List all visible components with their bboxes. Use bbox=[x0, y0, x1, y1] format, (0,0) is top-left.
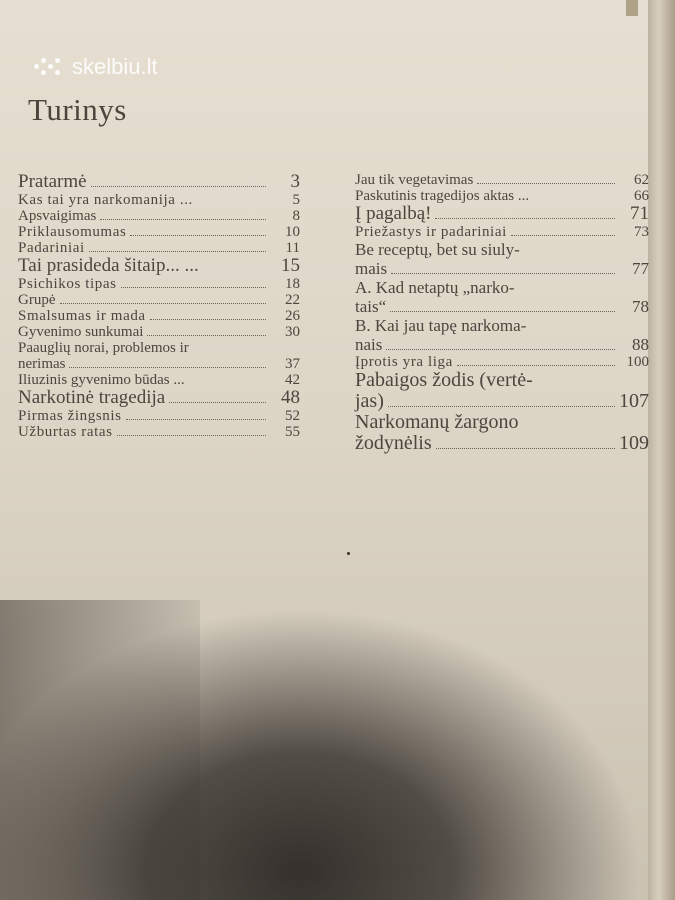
toc-entry-title: A. Kad netaptų „narko- bbox=[355, 278, 515, 297]
toc-entry bbox=[355, 240, 649, 278]
toc-entry-title-cont: jas) bbox=[355, 390, 384, 412]
toc-page-number: 48 bbox=[281, 387, 300, 408]
dot-leader bbox=[100, 219, 266, 220]
toc-entry-title-cont: nais bbox=[355, 335, 383, 354]
toc-entry-title: Pirmas žingsnis bbox=[18, 408, 122, 424]
dot-leader bbox=[121, 287, 266, 288]
toc-entry bbox=[18, 276, 300, 292]
toc-entry-title: Paauglių norai, problemos ir bbox=[18, 340, 189, 356]
toc-entry bbox=[18, 424, 300, 440]
toc-entry bbox=[18, 292, 300, 308]
toc-entry bbox=[18, 340, 300, 372]
toc-page-number: 78 bbox=[632, 297, 649, 316]
toc-entry bbox=[18, 224, 300, 240]
toc-page-number: 42 bbox=[285, 372, 300, 388]
toc-entry-title: Gyvenimo sunkumai bbox=[18, 324, 144, 340]
ink-speck bbox=[347, 552, 350, 555]
toc-page-number: 8 bbox=[292, 208, 300, 224]
toc-entry bbox=[355, 188, 649, 204]
dot-leader bbox=[69, 367, 266, 368]
toc-entry-title: Apsvaigimas bbox=[18, 208, 97, 224]
toc-entry-title: Smalsumas ir mada bbox=[18, 308, 146, 324]
toc-entry-title: B. Kai jau tapę narkoma- bbox=[355, 316, 527, 335]
dot-leader bbox=[60, 303, 267, 304]
dot-leader bbox=[390, 311, 615, 312]
toc-entry-title: Įprotis yra liga bbox=[355, 354, 453, 370]
corner-mark bbox=[626, 0, 638, 16]
phone-shadow bbox=[0, 590, 660, 900]
toc-entry bbox=[18, 192, 300, 208]
dot-leader bbox=[386, 349, 615, 350]
page-title: Turinys bbox=[28, 92, 127, 127]
toc-entry-title: Paskutinis tragedijos aktas ... bbox=[355, 188, 530, 204]
toc-entry-title: Kas tai yra narkomanija ... bbox=[18, 192, 193, 208]
dot-leader bbox=[477, 183, 615, 184]
toc-page-number: 30 bbox=[285, 324, 300, 340]
toc-entry bbox=[355, 224, 649, 240]
toc-page-number: 18 bbox=[285, 276, 300, 292]
toc-entry bbox=[355, 204, 649, 224]
dot-leader bbox=[388, 406, 615, 407]
toc-entry bbox=[18, 388, 300, 408]
toc-entry bbox=[18, 372, 300, 388]
toc-entry bbox=[18, 408, 300, 424]
toc-entry bbox=[355, 278, 649, 316]
toc-page-number: 3 bbox=[290, 171, 300, 192]
dots-logo-icon bbox=[34, 56, 64, 78]
toc-entry bbox=[18, 324, 300, 340]
toc-entry-title: Į pagalbą! bbox=[355, 203, 432, 224]
toc-entry bbox=[18, 172, 300, 192]
toc-entry-title: Iliuzinis gyvenimo būdas ... bbox=[18, 372, 185, 388]
toc-entry-title: Užburtas ratas bbox=[18, 424, 113, 440]
toc-left-column bbox=[18, 172, 300, 440]
dot-leader bbox=[435, 218, 615, 219]
toc-entry-title-cont: tais“ bbox=[355, 297, 387, 316]
toc-entry bbox=[355, 172, 649, 188]
toc-page-number: 5 bbox=[292, 192, 300, 208]
toc-entry bbox=[18, 208, 300, 224]
dot-leader bbox=[130, 235, 266, 236]
toc-entry-title: Narkotinė tragedija bbox=[18, 387, 166, 408]
toc-page-number: 77 bbox=[632, 259, 649, 278]
toc-entry bbox=[18, 256, 300, 276]
toc-entry-title: Be receptų, bet su siuly- bbox=[355, 240, 520, 259]
toc-entry bbox=[355, 316, 649, 354]
dot-leader bbox=[150, 319, 266, 320]
toc-entry-title: Jau tik vegetavimas bbox=[355, 172, 474, 188]
toc-entry-title: Pabaigos žodis (vertė- bbox=[355, 369, 533, 391]
toc-entry-title: Tai prasideda šitaip... ... bbox=[18, 255, 199, 276]
toc-entry-title: Padariniai bbox=[18, 240, 85, 256]
toc-page-number: 107 bbox=[619, 390, 649, 412]
dot-leader bbox=[391, 273, 615, 274]
dot-leader bbox=[457, 365, 615, 366]
watermark-text: skelbiu.lt bbox=[72, 54, 158, 79]
toc-entry bbox=[355, 370, 649, 412]
toc-page-number: 55 bbox=[285, 424, 300, 440]
toc-entry-title: Priežastys ir padariniai bbox=[355, 224, 507, 240]
toc-page-number: 37 bbox=[285, 356, 300, 372]
dot-leader bbox=[436, 448, 615, 449]
dot-leader bbox=[147, 335, 266, 336]
toc-page-number: 11 bbox=[285, 240, 300, 256]
toc-entry-title-cont: žodynėlis bbox=[355, 432, 432, 454]
toc-page-number: 22 bbox=[285, 292, 300, 308]
toc-page-number: 66 bbox=[634, 188, 649, 204]
toc-page-number: 10 bbox=[285, 224, 300, 240]
toc-entry-title-cont: mais bbox=[355, 259, 388, 278]
toc-right-column bbox=[355, 172, 649, 454]
toc-entry bbox=[18, 308, 300, 324]
dot-leader bbox=[126, 419, 266, 420]
dot-leader bbox=[89, 251, 266, 252]
toc-page-number: 88 bbox=[632, 335, 649, 354]
toc-page-number: 73 bbox=[634, 224, 649, 240]
toc-entry-title: Grupė bbox=[18, 292, 56, 308]
dot-leader bbox=[511, 235, 615, 236]
toc-entry-title: Priklausomumas bbox=[18, 224, 127, 240]
dot-leader bbox=[169, 402, 266, 403]
toc-page-number: 109 bbox=[619, 432, 649, 454]
toc-page-number: 100 bbox=[626, 354, 649, 370]
toc-page-number: 15 bbox=[281, 255, 300, 276]
toc-entry bbox=[355, 412, 649, 454]
watermark bbox=[34, 54, 158, 80]
toc-entry-title: Narkomanų žargono bbox=[355, 411, 519, 433]
dot-leader bbox=[91, 186, 266, 187]
toc-entry bbox=[355, 354, 649, 370]
toc-entry-title: Pratarmė bbox=[18, 171, 87, 192]
toc-entry bbox=[18, 240, 300, 256]
toc-page-number: 52 bbox=[285, 408, 300, 424]
toc-page-number: 71 bbox=[630, 203, 649, 224]
dot-leader bbox=[117, 435, 266, 436]
toc-entry-title: Psichikos tipas bbox=[18, 276, 117, 292]
toc-entry-title-cont: nerimas bbox=[18, 356, 66, 372]
toc-page-number: 62 bbox=[634, 172, 649, 188]
toc-page-number: 26 bbox=[285, 308, 300, 324]
